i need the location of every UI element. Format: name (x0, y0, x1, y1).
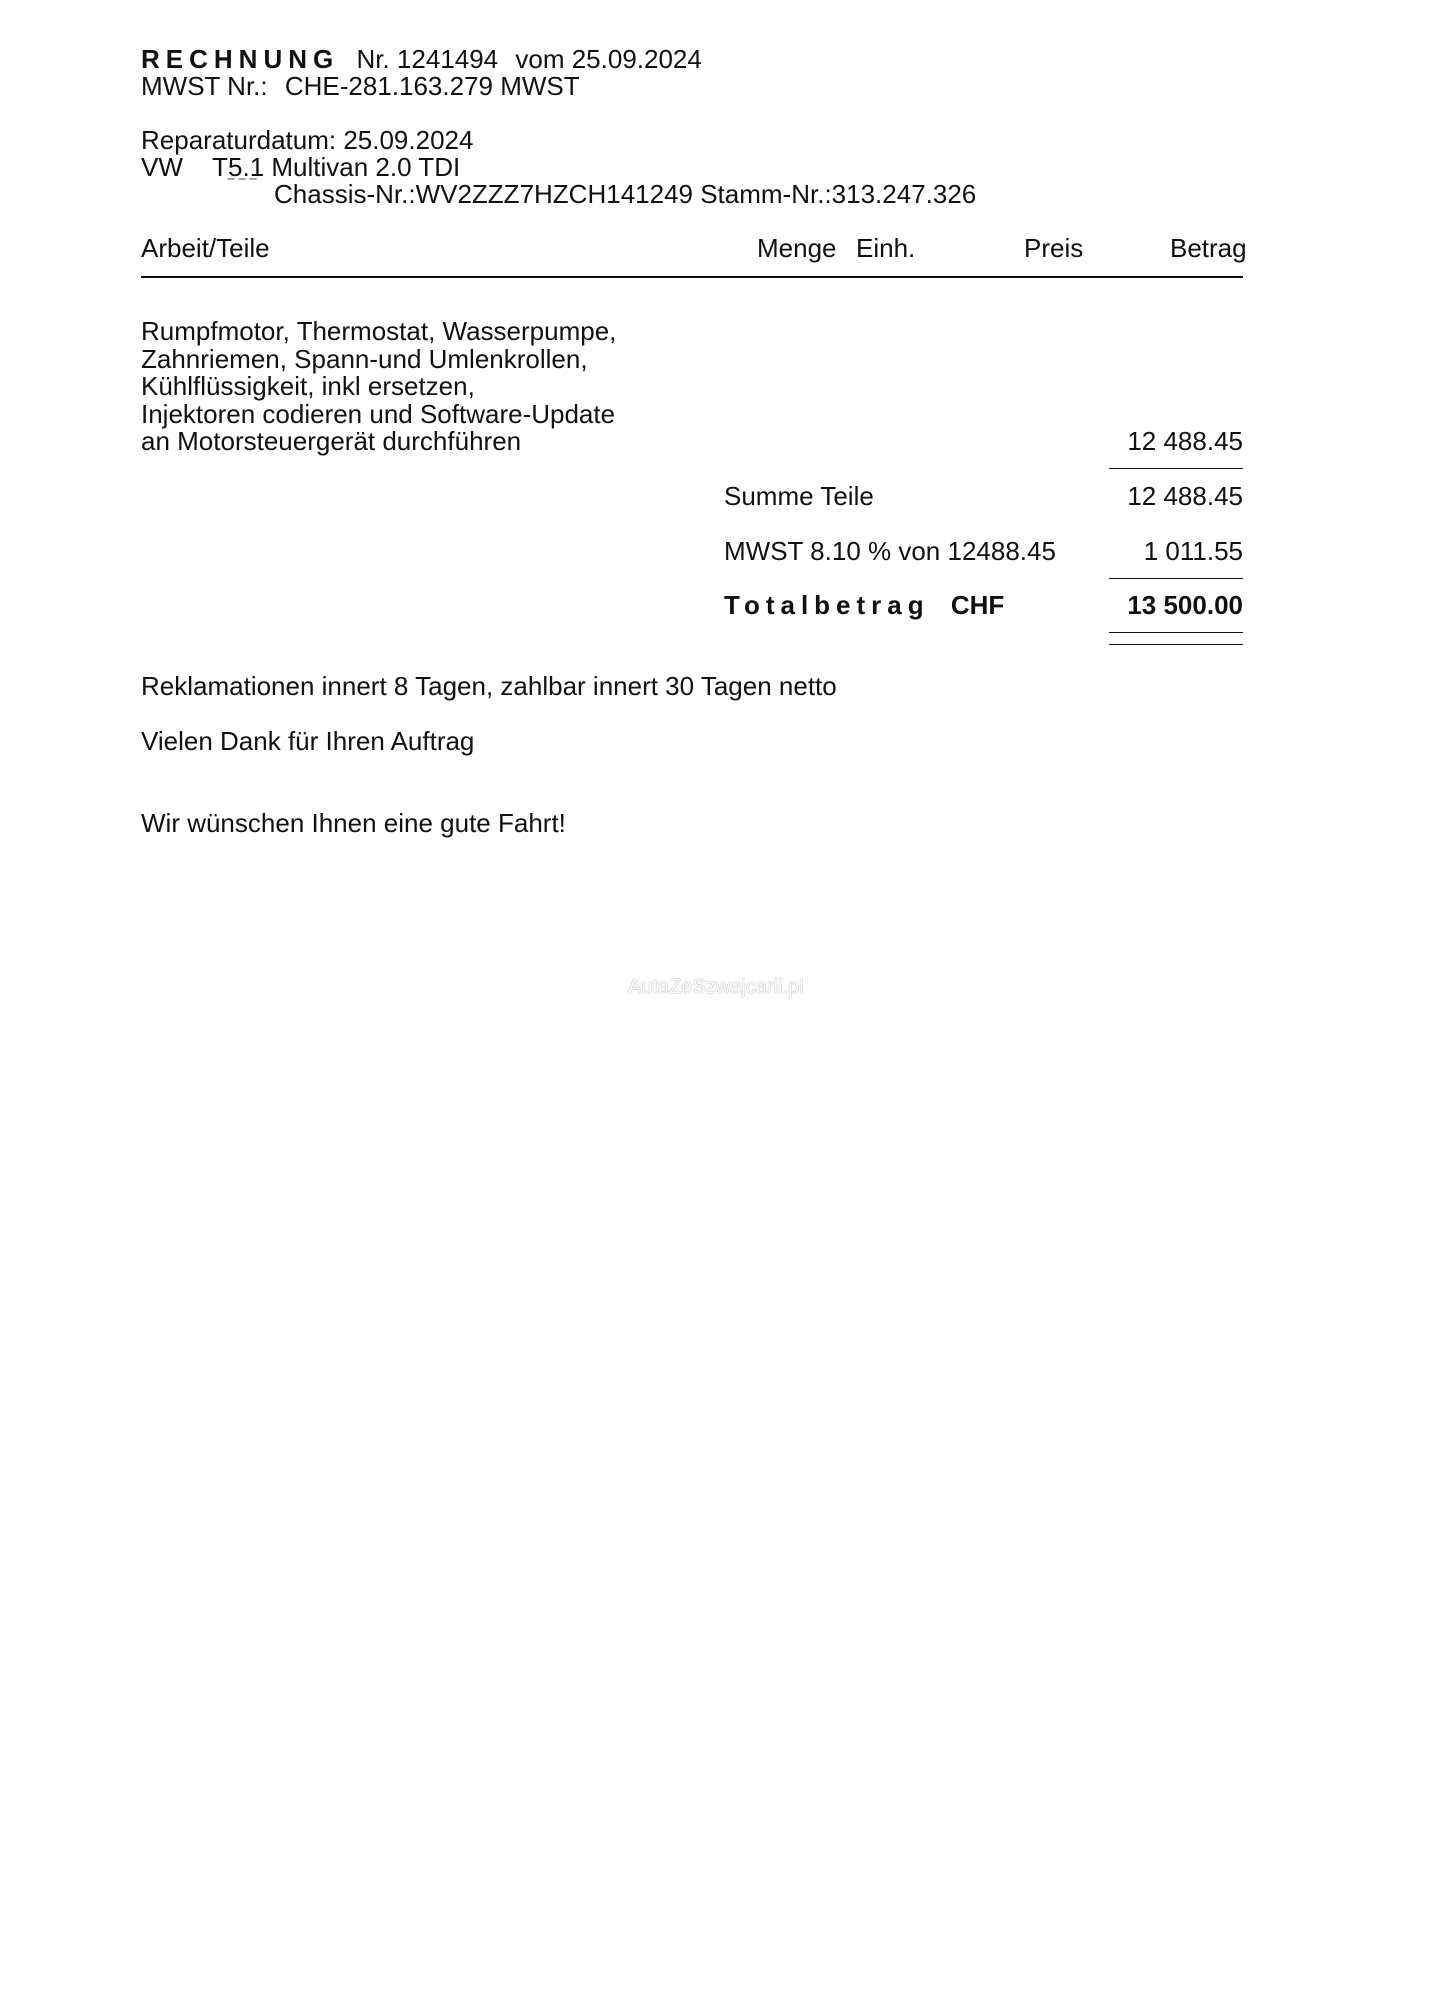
repair-date: Reparaturdatum: 25.09.2024 (141, 125, 474, 155)
col-header-price: Preis (1024, 233, 1084, 263)
parts-total-label: Summe Teile (724, 481, 874, 511)
total-divider (1109, 578, 1243, 579)
grand-total-value: 13 500.00 (1127, 590, 1243, 620)
item-amount: 12 488.45 (1127, 426, 1243, 456)
grand-total-label-group (724, 590, 1004, 620)
header-divider (141, 276, 1243, 278)
vehicle-make: VW (141, 152, 183, 182)
parts-total-value: 12 488.45 (1127, 481, 1243, 511)
col-header-unit: Einh. (856, 233, 916, 263)
col-header-amount: Betrag (1170, 233, 1247, 263)
redaction-mark: ‾ ‾ ‾ (228, 177, 256, 197)
item-description-line: Injektoren codieren und Software-Update (141, 399, 616, 429)
document-type: RECHNUNG (141, 44, 340, 74)
item-description-line: an Motorsteuergerät durchführen (141, 426, 522, 456)
col-header-work-parts: Arbeit/Teile (141, 233, 270, 263)
vat-label-line: MWST 8.10 % von 12488.45 (724, 536, 1056, 566)
thank-you-note: Vielen Dank für Ihren Auftrag (141, 726, 475, 756)
total-double-underline-bottom (1109, 644, 1243, 645)
vat-registration (141, 71, 580, 101)
invoice-header (141, 44, 702, 74)
vehicle-line (141, 152, 460, 182)
invoice-date: vom 25.09.2024 (515, 44, 702, 74)
amount-divider (1109, 468, 1243, 469)
vat-label: MWST Nr.: (141, 71, 268, 101)
item-description-line: Kühlflüssigkeit, inkl ersetzen, (141, 371, 475, 401)
grand-total-currency: CHF (950, 590, 1005, 620)
watermark: AutaZeSzwajcarii.pl (628, 976, 804, 998)
closing-wish: Wir wünschen Ihnen eine gute Fahrt! (141, 808, 566, 838)
chassis-number: Chassis-Nr.:WV2ZZZ7HZCH141249 Stamm-Nr.:313.247.326 (274, 179, 977, 209)
payment-terms: Reklamationen innert 8 Tagen, zahlbar innert 30 Tagen netto (141, 671, 837, 701)
item-description-line: Rumpfmotor, Thermostat, Wasserpumpe, (141, 316, 617, 346)
col-header-quantity: Menge (757, 233, 837, 263)
grand-total-label: Totalbetrag (724, 590, 930, 620)
vehicle-model: T5.1 Multivan 2.0 TDI (212, 152, 461, 182)
item-description-line: Zahnriemen, Spann-und Umlenkrollen, (141, 344, 588, 374)
vat-value: 1 011.55 (1143, 536, 1243, 566)
invoice-number: Nr. 1241494 (356, 44, 499, 74)
total-double-underline-top (1109, 632, 1243, 633)
vat-number: CHE-281.163.279 MWST (284, 71, 580, 101)
